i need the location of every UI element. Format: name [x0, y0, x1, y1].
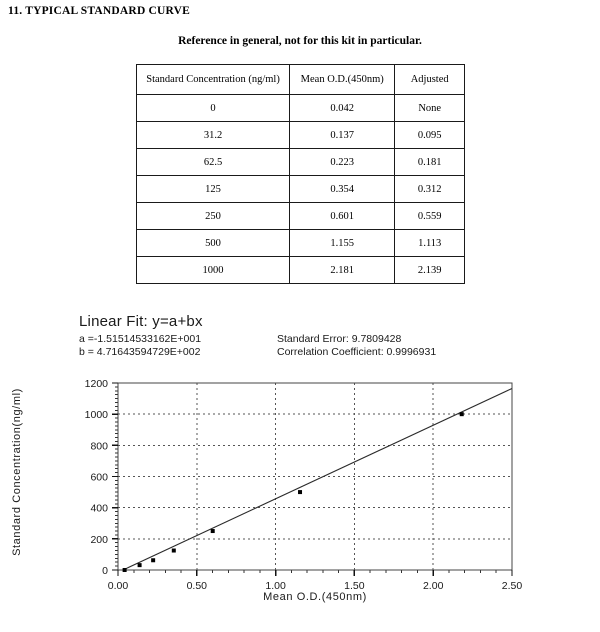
table-row: [137, 122, 465, 149]
cell-adjusted: 1.113: [395, 230, 465, 257]
x-tick-label: 2.00: [422, 580, 444, 592]
data-point-marker: [172, 549, 176, 553]
table-row: [137, 203, 465, 230]
cell-concentration: 125: [137, 176, 290, 203]
chart-fit-line: [118, 388, 512, 572]
cell-adjusted: 0.312: [395, 176, 465, 203]
y-tick-label: 600: [90, 471, 108, 484]
cell-mean-od: 0.042: [290, 95, 395, 122]
data-point-marker: [151, 558, 155, 562]
linear-fit-heading: Linear Fit: y=a+bx: [79, 313, 203, 330]
coefficient-b: b = 4.71643594729E+002: [79, 346, 201, 358]
cell-adjusted: 0.095: [395, 122, 465, 149]
data-point-marker: [298, 490, 302, 494]
cell-mean-od: 1.155: [290, 230, 395, 257]
cell-mean-od: 0.137: [290, 122, 395, 149]
y-tick-label: 1000: [84, 409, 108, 422]
x-tick-label: 0.50: [186, 580, 208, 592]
chart-data-points: [123, 412, 464, 572]
cell-adjusted: None: [395, 95, 465, 122]
cell-adjusted: 2.139: [395, 257, 465, 284]
table-row: [137, 176, 465, 203]
y-tick-label: 200: [90, 533, 108, 546]
table-row: [137, 149, 465, 176]
coefficient-a: a =-1.51514533162E+001: [79, 333, 202, 345]
data-point-marker: [211, 529, 215, 533]
x-tick-label: 1.50: [344, 580, 365, 592]
standard-curve-table: [136, 64, 465, 284]
cell-mean-od: 0.354: [290, 176, 395, 203]
data-point-marker: [460, 412, 464, 416]
correlation-coefficient: Correlation Coefficient: 0.9996931: [277, 346, 437, 358]
column-header-mean-od: Mean O.D.(450nm): [290, 65, 395, 95]
data-point-marker: [123, 568, 127, 572]
x-tick-label: 1.00: [265, 580, 286, 592]
column-header-concentration: Standard Concentration (ng/ml): [137, 65, 290, 95]
table-row: [137, 257, 465, 284]
cell-adjusted: 0.559: [395, 203, 465, 230]
page-subtitle: Reference in general, not for this kit in particular.: [178, 35, 422, 47]
column-header-adjusted: Adjusted: [395, 65, 465, 95]
chart-gridlines: [118, 383, 512, 570]
cell-mean-od: 0.601: [290, 203, 395, 230]
cell-mean-od: 2.181: [290, 257, 395, 284]
table-row: [137, 95, 465, 122]
data-point-marker: [138, 563, 142, 567]
y-tick-label: 800: [90, 440, 108, 453]
page-title: 11. TYPICAL STANDARD CURVE: [8, 5, 191, 17]
cell-concentration: 1000: [137, 257, 290, 284]
cell-concentration: 31.2: [137, 122, 290, 149]
x-tick-label: 2.50: [501, 580, 523, 592]
linear-fit-block: [79, 313, 497, 359]
x-axis-title: Mean O.D.(450nm): [263, 591, 367, 603]
y-axis-title: Standard Concentration(ng/ml): [11, 388, 23, 556]
cell-adjusted: 0.181: [395, 149, 465, 176]
standard-error: Standard Error: 9.7809428: [277, 333, 402, 345]
linear-fit-row-b: [79, 346, 497, 359]
y-tick-label: 400: [90, 502, 108, 515]
y-tick-label: 0: [102, 565, 108, 577]
chart-y-tick-labels: [85, 378, 109, 577]
table-header-row: [137, 65, 465, 95]
table-row: [137, 230, 465, 257]
linear-fit-row-a: [79, 333, 497, 346]
cell-mean-od: 0.223: [290, 149, 395, 176]
cell-concentration: 0: [137, 95, 290, 122]
chart-canvas: [0, 360, 600, 632]
chart-minor-ticks: [115, 383, 512, 573]
y-tick-label: 1200: [84, 378, 108, 390]
cell-concentration: 62.5: [137, 149, 290, 176]
standard-curve-chart: [0, 360, 600, 632]
cell-concentration: 500: [137, 230, 290, 257]
x-tick-label: 0.00: [107, 580, 129, 592]
cell-concentration: 250: [137, 203, 290, 230]
